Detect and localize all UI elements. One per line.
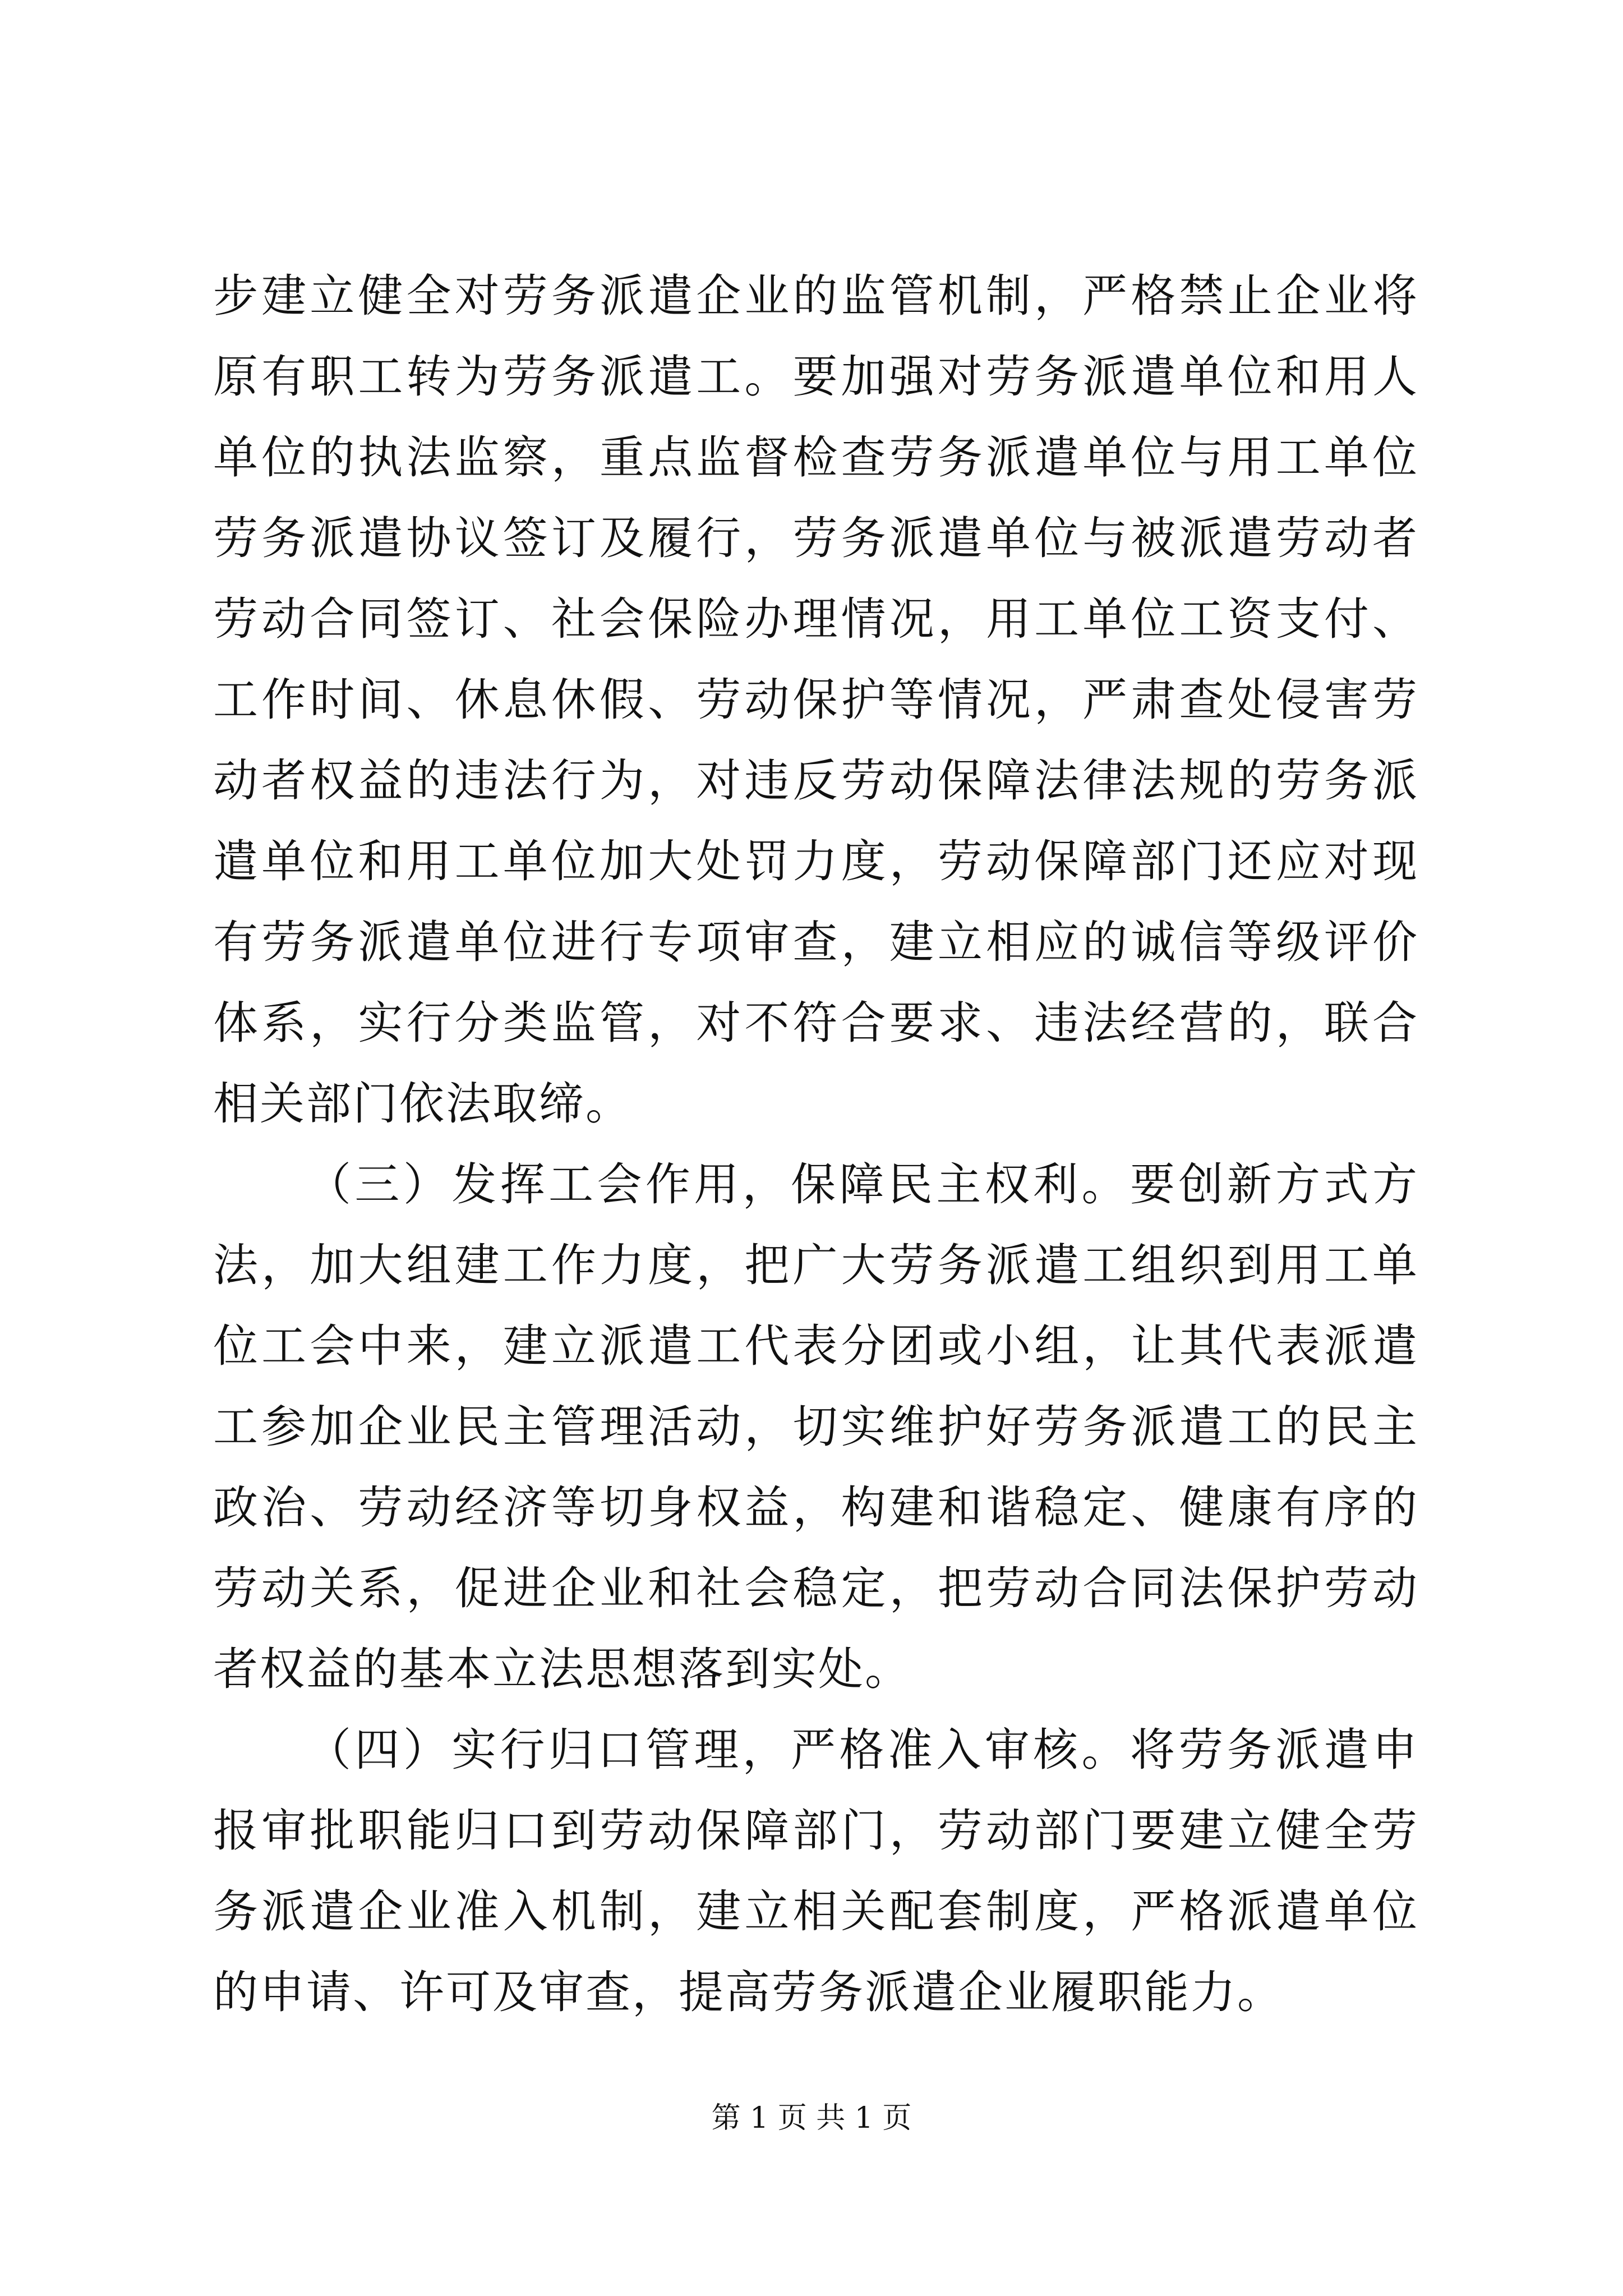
page-footer: 第 1 页 共 1 页 — [711, 2101, 912, 2135]
paragraph-section-three: （三）发挥工会作用，保障民主权利。要创新方式方法，加大组建工作力度，把广大劳务派遣工组织到用工单位工会中来，建立派遣工代表分团或小组，让其代表派遣工参加企业民主管理活动，切实维护好劳务派遣工的民主政治、劳动经济等切身权益，构建和谐稳定、健康有序的劳动关系，促进企业和社会稳定，把劳动合同法保护劳动者权益的基本立法思想落到实处。 — [213, 1158, 1419, 1695]
paragraph-section-four: （四）实行归口管理，严格准入审核。将劳务派遣申报审批职能归口到劳动保障部门，劳动部门要建立健全劳务派遣企业准入机制，建立相关配套制度，严格派遣单位的申请、许可及审查，提高劳务派遣企业履职能力。 — [213, 1724, 1419, 2018]
paragraph-continued: 步建立健全对劳务派遣企业的监管机制，严格禁止企业将原有职工转为劳务派遣工。要加强对劳务派遣单位和用人单位的执法监察，重点监督检查劳务派遣单位与用工单位劳务派遣协议签订及履行，劳务派遣单位与被派遣劳动者劳动合同签订、社会保险办理情况，用工单位工资支付、工作时间、休息休假、劳动保护等情况，严肃查处侵害劳动者权益的违法行为，对违反劳动保障法律法规的劳务派遣单位和用工单位加大处罚力度，劳动保障部门还应对现有劳务派遣单位进行专项审查，建立相应的诚信等级评价体系，实行分类监管，对不符合要求、违法经营的，联合相关部门依法取缔。 — [213, 270, 1419, 1130]
document-body — [213, 256, 1419, 2033]
